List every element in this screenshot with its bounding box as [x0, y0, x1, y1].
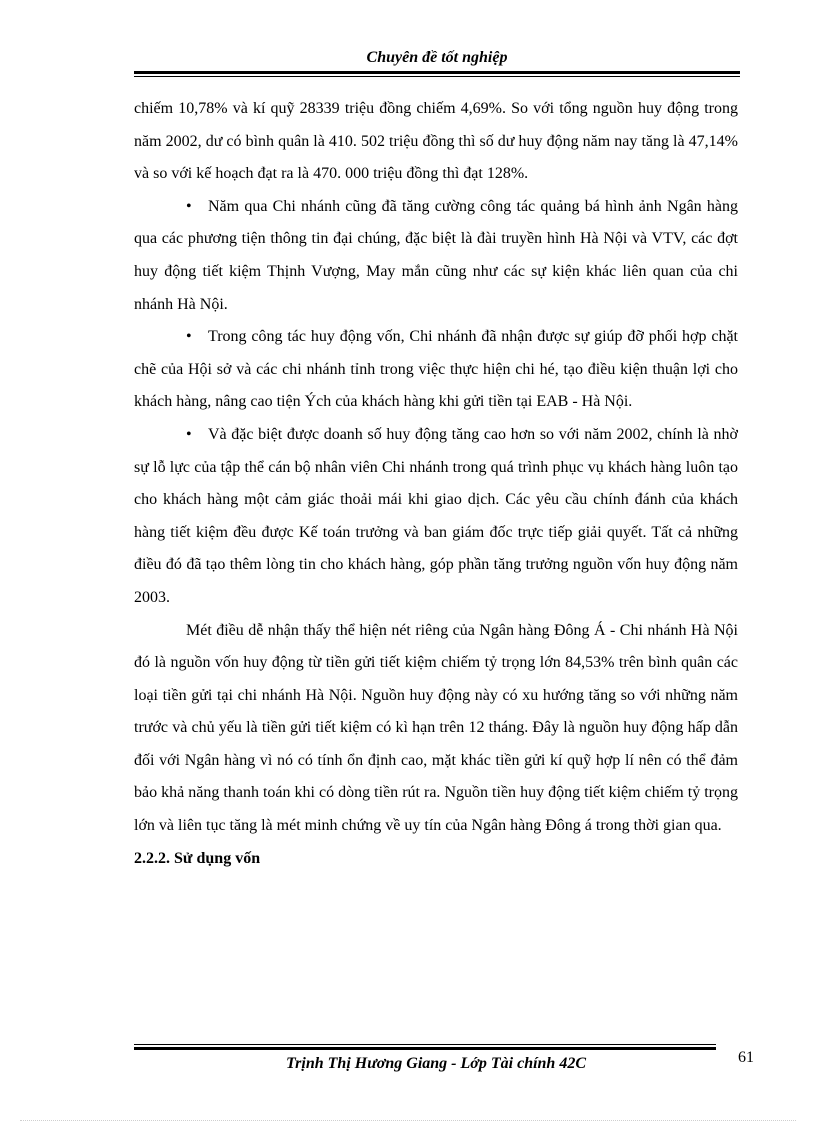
footer-rule-thin	[134, 1044, 716, 1045]
page-number: 61	[738, 1049, 754, 1066]
header-title: Chuyên đề tốt nghiệp	[366, 49, 508, 66]
paragraph-continuation: chiếm 10,78% và kí quỹ 28339 triệu đồng chiếm 4,69%. So với tổng nguồn huy động trong năm 2002, dư có bình quân là 410. 502 triệu đồng thì số dư huy động năm nay tăng là 47,14% và so với kế hoạch đạt ra là 470. 000 triệu đồng thì đạt 128%.	[134, 100, 738, 183]
bullet-icon: •	[186, 425, 192, 443]
paragraph-savings: Mét điều dễ nhận thấy thể hiện nét riêng của Ngân hàng Đông Á - Chi nhánh Hà Nội đó là nguồn vốn huy động từ tiền gửi tiết kiệm chiếm tỷ trọng lớn 84,53% trên bình quân các loại tiền gửi tại chi nhánh Hà Nội. Nguồn huy động này có xu hướng tăng so với những năm trước và chủ yếu là tiền gửi tiết kiệm có kì hạn trên 12 tháng. Đây là nguồn huy động hấp dẫn đối với Ngân hàng vì nó có tính ổn định cao, mặt khác tiền gửi kí quỹ hợp lí nên có thể đảm bảo khả năng thanh toán khi có dòng tiền rút ra. Nguồn tiền huy động tiết kiệm chiếm tỷ trọng lớn và liên tục tăng là mét minh chứng về uy tín của Ngân hàng Đông á trong thời gian qua.	[134, 621, 738, 835]
bullet-item-publicity	[134, 191, 738, 321]
document-body	[134, 93, 738, 875]
footer-author: Trịnh Thị Hương Giang - Lớp Tài chính 42C	[286, 1055, 586, 1072]
bullet-text: Và đặc biệt được doanh số huy động tăng cao hơn so với năm 2002, chính là nhờ sự lỗ lực của tập thể cán bộ nhân viên Chi nhánh trong quá trình phục vụ khách hàng luôn tạo cho khách hàng một cảm giác thoải mái khi giao dịch. Các yêu cầu chính đánh của khách hàng tiết kiệm đều được Kế toán trưởng và ban giám đốc trực tiếp giải quyết. Tất cả những điều đó đã tạo thêm lòng tin cho khách hàng, góp phần tăng trưởng nguồn vốn huy động năm 2003.	[134, 425, 738, 606]
bullet-text: Trong công tác huy động vốn, Chi nhánh đã nhận được sự giúp đỡ phối hợp chặt chẽ của Hội sở và các chi nhánh tỉnh trong việc thực hiện chi hé, tạo điều kiện thuận lợi cho khách hàng, nâng cao tiện Ých của khách hàng khi gửi tiền tại EAB - Hà Nội.	[134, 328, 738, 411]
bullet-icon: •	[186, 328, 192, 346]
section-heading: 2.2.2. Sử dụng vốn	[134, 849, 261, 867]
bottom-dotted-line	[20, 1120, 796, 1121]
bullet-text: Năm qua Chi nhánh cũng đã tăng cường công tác quảng bá hình ảnh Ngân hàng qua các phương tiện thông tin đại chúng, đặc biệt là đài truyền hình Hà Nội và VTV, các đợt huy động tiết kiệm Thịnh Vượng, May mắn cũng như các sự kiện khác liên quan của chi nhánh Hà Nội.	[134, 197, 738, 313]
header-rule-thin	[134, 76, 740, 77]
footer-rule-thick	[134, 1047, 716, 1050]
bullet-item-sales	[134, 419, 738, 615]
bullet-icon: •	[186, 197, 192, 215]
bullet-item-cooperation	[134, 321, 738, 419]
header-rule-thick	[134, 71, 740, 74]
